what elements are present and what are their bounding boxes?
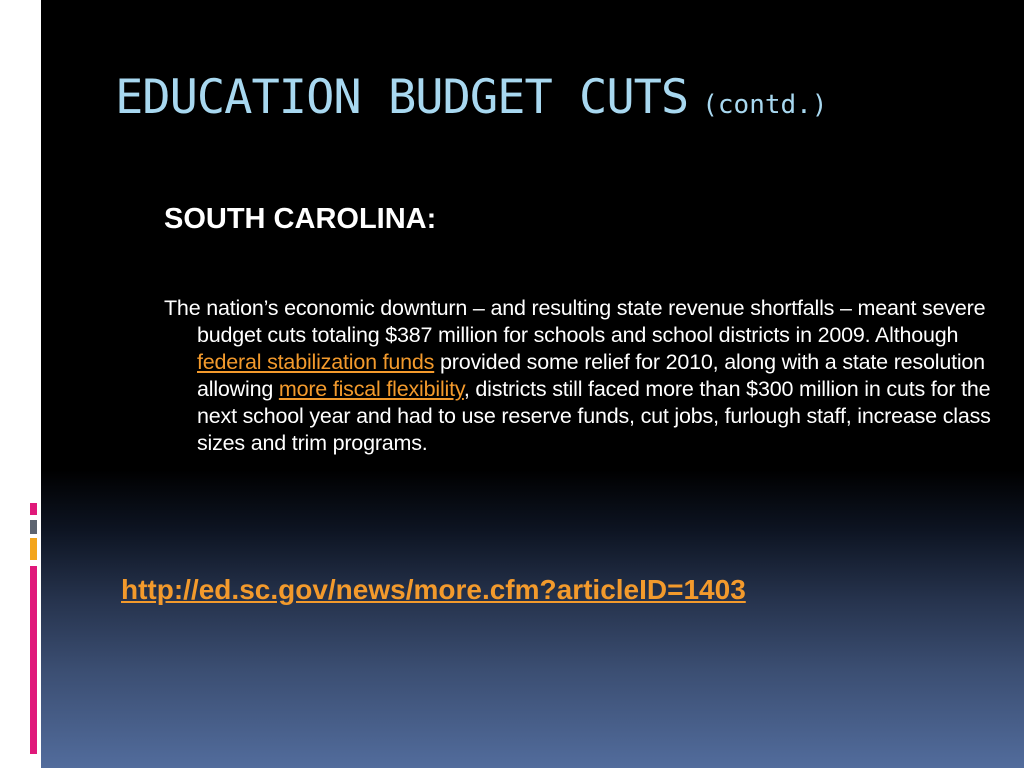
paragraph-text-1: The nation’s economic downturn – and resulting state revenue shortfalls – meant severe budget cuts totaling $387 million for schools and school districts in 2009. Although [164,296,986,347]
body-paragraph [164,295,1009,457]
section-heading: SOUTH CAROLINA: [164,203,437,235]
federal-stabilization-funds-link[interactable]: federal stabilization funds [197,350,435,374]
slide-title-text: EDUCATION BUDGET CUTS [115,70,689,125]
accent-bar-pink-long [30,566,37,754]
fiscal-flexibility-link[interactable]: more fiscal flexibility [278,377,464,401]
accent-bar-pink-top [30,503,37,515]
paragraph-text-3: , districts still faced more than $300 million in cuts for the next school year and had to use reserve funds, cut jobs, furlough staff, increase class sizes and trim programs. [197,377,991,455]
slide-title [115,72,827,124]
accent-bar-yellow [30,538,37,560]
paragraph-text-2: provided some relief for 2010, along with a state resolution allowing [197,350,985,401]
slide-title-suffix: (contd.) [702,90,828,120]
source-url-link[interactable]: http://ed.sc.gov/news/more.cfm?articleID=1403 [121,574,746,605]
accent-bar-gray [30,520,37,534]
